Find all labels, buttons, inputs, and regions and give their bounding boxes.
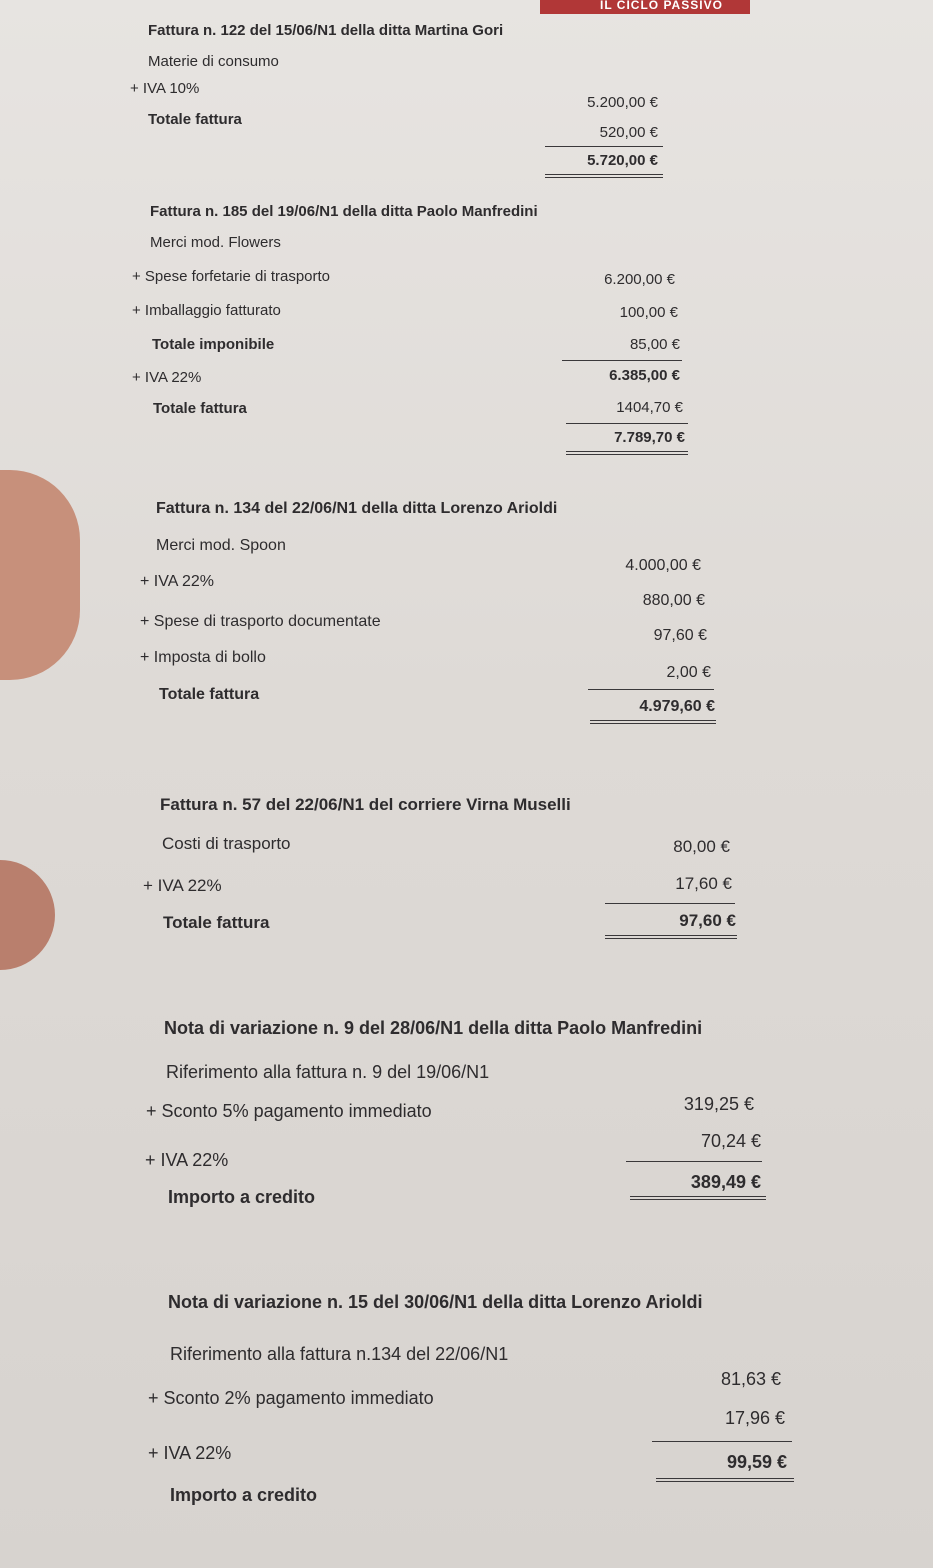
line-amount: 100,00 € <box>619 304 678 321</box>
total-amount: 99,59 € <box>726 1452 787 1472</box>
subtotal-rule <box>562 360 682 361</box>
reference-text: Riferimento alla fattura n.134 del 22/06/N1 <box>170 1344 509 1364</box>
total-label: Importo a credito <box>170 1485 318 1505</box>
total-double-rule <box>656 1478 794 1482</box>
line-amount: 80,00 € <box>673 837 730 856</box>
line-amount: 1404,70 € <box>616 399 683 416</box>
total-label: Importo a credito <box>168 1187 316 1207</box>
line-label: Materie di consumo <box>148 53 279 70</box>
line-amount: 4.000,00 € <box>625 557 701 574</box>
line-label: + IVA 22% <box>132 369 202 386</box>
invoice-title: Fattura n. 57 del 22/06/N1 del corriere Virna Muselli <box>160 795 571 814</box>
line-label: + IVA 22% <box>143 876 222 895</box>
line-amount: 6.200,00 € <box>604 271 675 288</box>
line-label: + Spese di trasporto documentate <box>140 613 381 630</box>
invoice-title: Fattura n. 134 del 22/06/N1 della ditta Lorenzo Arioldi <box>156 500 558 517</box>
total-double-rule <box>590 720 716 724</box>
total-label: Totale fattura <box>153 400 247 417</box>
reference-text: Riferimento alla fattura n. 9 del 19/06/N1 <box>166 1062 490 1082</box>
invoice-title: Fattura n. 122 del 15/06/N1 della ditta Martina Gori <box>148 22 504 39</box>
credit-note-title: Nota di variazione n. 9 del 28/06/N1 della ditta Paolo Manfredini <box>164 1018 703 1038</box>
subtotal-rule <box>626 1161 762 1162</box>
subtotal-rule <box>545 146 663 147</box>
total-double-rule <box>566 451 688 455</box>
total-label: Totale fattura <box>163 913 270 932</box>
line-amount: 2,00 € <box>666 664 711 681</box>
subtotal-rule <box>605 903 735 904</box>
total-amount: 4.979,60 € <box>639 698 715 715</box>
total-double-rule <box>605 935 737 939</box>
line-label: + IVA 22% <box>145 1150 229 1170</box>
line-label: Costi di trasporto <box>162 834 291 853</box>
finger-shadow-upper <box>0 470 80 680</box>
line-label: + IVA 22% <box>148 1443 232 1463</box>
line-amount: 97,60 € <box>653 627 707 644</box>
total-amount: 7.789,70 € <box>614 429 685 446</box>
credit-note-title: Nota di variazione n. 15 del 30/06/N1 della ditta Lorenzo Arioldi <box>168 1292 703 1312</box>
total-double-rule <box>630 1196 766 1200</box>
subtotal-rule <box>566 423 688 424</box>
line-amount: 319,25 € <box>683 1094 754 1114</box>
line-amount: 85,00 € <box>629 336 680 353</box>
line-label: + Imposta di bollo <box>140 649 266 666</box>
line-amount: 880,00 € <box>642 592 705 609</box>
line-label: + Spese forfetarie di trasporto <box>132 268 331 285</box>
subtotal-rule <box>588 689 714 690</box>
line-amount: 70,24 € <box>700 1131 761 1151</box>
line-label: Merci mod. Spoon <box>156 537 286 554</box>
line-amount: 17,96 € <box>724 1408 785 1428</box>
finger-shadow-lower <box>0 860 55 970</box>
invoice-title: Fattura n. 185 del 19/06/N1 della ditta Paolo Manfredini <box>150 203 538 220</box>
line-label: + IVA 10% <box>130 80 200 97</box>
line-label: + Imballaggio fatturato <box>132 302 281 319</box>
line-label: + Sconto 2% pagamento immediato <box>148 1388 434 1408</box>
total-amount: 5.720,00 € <box>587 152 658 169</box>
subtotal-rule <box>652 1441 792 1442</box>
subtotal-amount: 6.385,00 € <box>609 367 680 384</box>
line-label: Merci mod. Flowers <box>150 234 281 251</box>
line-amount: 17,60 € <box>675 874 732 893</box>
header-band-text: IL CICLO PASSIVO <box>600 0 723 12</box>
line-amount: 520,00 € <box>599 124 658 141</box>
total-amount: 389,49 € <box>690 1172 761 1192</box>
line-amount: 81,63 € <box>720 1369 781 1389</box>
total-label: Totale fattura <box>148 111 242 128</box>
line-amount: 5.200,00 € <box>587 94 658 111</box>
line-label: + Sconto 5% pagamento immediato <box>146 1101 432 1121</box>
subtotal-label: Totale imponibile <box>152 336 275 353</box>
line-label: + IVA 22% <box>140 573 214 590</box>
total-label: Totale fattura <box>159 686 260 703</box>
total-amount: 97,60 € <box>679 911 736 930</box>
total-double-rule <box>545 174 663 178</box>
